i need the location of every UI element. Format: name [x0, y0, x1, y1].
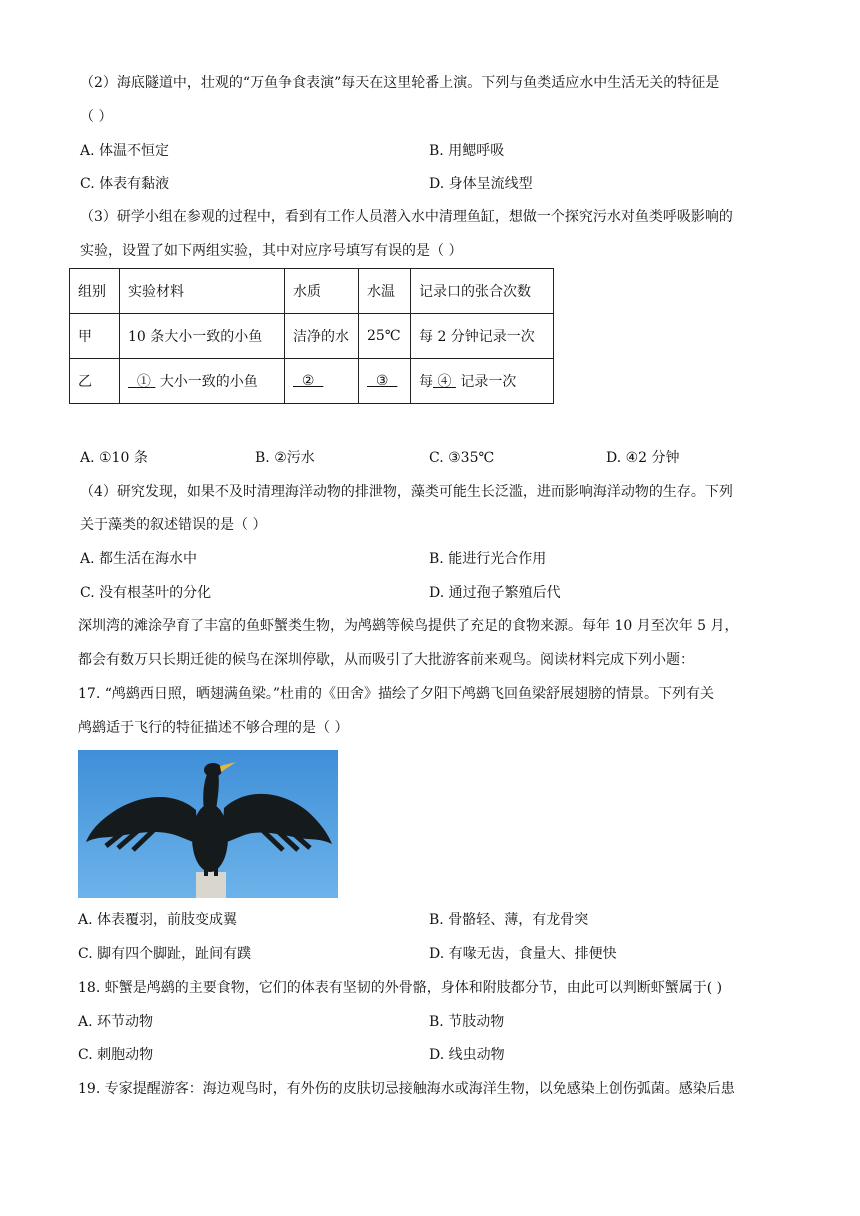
q4-option-c: C. 没有根茎叶的分化 — [80, 585, 212, 601]
cell-group: 乙 — [70, 359, 120, 404]
q2-stem-line1: （2）海底隧道中，壮观的“万鱼争食表演”每天在这里轮番上演。下列与鱼类适应水中生活无关的特征是 — [80, 75, 720, 91]
q3-option-d: D. ④2 分钟 — [606, 450, 680, 466]
table-header-row — [70, 269, 554, 314]
passage-line1: 深圳湾的滩涂孕育了丰富的鱼虾蟹类生物，为鸬鹚等候鸟提供了充足的食物来源。每年 10 月至次年 5 月， — [78, 618, 739, 634]
cell-water-temp: 25℃ — [359, 314, 411, 359]
cell-record: 每 2 分钟记录一次 — [411, 314, 554, 359]
cell-water-quality: 洁净的水 — [285, 314, 359, 359]
cell-water-temp — [359, 359, 411, 404]
q17-stem-line2: 鸬鹚适于飞行的特征描述不够合理的是（ ） — [78, 720, 349, 736]
q19-stem: 19. 专家提醒游客：海边观鸟时，有外伤的皮肤切忌接触海水或海洋生物，以免感染上创伤弧菌。感染后患 — [78, 1081, 735, 1097]
table-row — [70, 314, 554, 359]
q4-option-a: A. 都生活在海水中 — [80, 551, 198, 567]
blank-3 — [367, 373, 397, 389]
q3-option-c: C. ③35℃ — [429, 450, 495, 466]
record-prefix: 每 — [419, 374, 433, 390]
q4-option-d: D. 通过孢子繁殖后代 — [429, 585, 561, 601]
q2-option-a: A. 体温不恒定 — [80, 143, 170, 159]
q2-option-d: D. 身体呈流线型 — [429, 176, 533, 192]
q2-option-c: C. 体表有黏液 — [80, 176, 170, 192]
blank-3-marker: ③ — [375, 373, 389, 389]
header-water-temp: 水温 — [359, 269, 411, 314]
q18-option-d: D. 线虫动物 — [429, 1047, 505, 1063]
blank-2 — [293, 373, 323, 389]
cell-material: 10 条大小一致的小鱼 — [120, 314, 285, 359]
q3-option-b: B. ②污水 — [255, 450, 315, 466]
passage-line2: 都会有数万只长期迁徙的候鸟在深圳停歇，从而吸引了大批游客前来观鸟。阅读材料完成下列小题： — [78, 652, 694, 668]
record-suffix: 记录一次 — [460, 374, 517, 390]
blank-4-marker: ④ — [437, 374, 452, 390]
q4-stem-line1: （4）研究发现，如果不及时清理海洋动物的排泄物，藻类可能生长泛滥，进而影响海洋动物的生存。下列 — [80, 484, 733, 500]
cell-water-quality — [285, 359, 359, 404]
blank-1 — [128, 374, 155, 390]
q17-option-c: C. 脚有四个脚趾，趾间有蹼 — [78, 946, 252, 962]
q17-option-a: A. 体表覆羽，前肢变成翼 — [78, 912, 238, 928]
q18-option-b: B. 节肢动物 — [429, 1014, 505, 1030]
cell-record — [411, 359, 554, 404]
q18-option-a: A. 环节动物 — [78, 1014, 154, 1030]
blank-4 — [433, 374, 456, 390]
experiment-table — [69, 268, 554, 404]
q17-option-d: D. 有喙无齿，食量大、排便快 — [429, 946, 617, 962]
header-water-quality: 水质 — [285, 269, 359, 314]
q3-option-a: A. ①10 条 — [80, 450, 148, 466]
q18-option-c: C. 刺胞动物 — [78, 1047, 154, 1063]
q18-stem: 18. 虾蟹是鸬鹚的主要食物，它们的体表有坚韧的外骨骼，身体和附肢都分节，由此可以判断虾蟹属于( ) — [78, 980, 723, 996]
q4-stem-line2: 关于藻类的叙述错误的是（ ） — [80, 517, 267, 533]
q17-option-b: B. 骨骼轻、薄，有龙骨突 — [429, 912, 589, 928]
q4-option-b: B. 能进行光合作用 — [429, 551, 547, 567]
blank-1-marker: ① — [136, 374, 151, 390]
cormorant-illustration — [78, 750, 338, 898]
cell-material — [120, 359, 285, 404]
q3-stem-line1: （3）研学小组在参观的过程中，看到有工作人员潜入水中清理鱼缸，想做一个探究污水对鱼类呼吸影响的 — [80, 209, 733, 225]
q3-stem-line2: 实验，设置了如下两组实验，其中对应序号填写有误的是（ ） — [80, 243, 463, 259]
material-text: 大小一致的小鱼 — [159, 374, 258, 390]
header-record: 记录口的张合次数 — [411, 269, 554, 314]
header-material: 实验材料 — [120, 269, 285, 314]
blank-2-marker: ② — [301, 373, 315, 389]
q2-answer-blank: （ ） — [80, 109, 113, 125]
header-group: 组别 — [70, 269, 120, 314]
cell-group: 甲 — [70, 314, 120, 359]
q2-option-b: B. 用鳃呼吸 — [429, 143, 505, 159]
cormorant-photo — [78, 750, 338, 898]
q17-stem-line1: 17. “鸬鹚西日照，晒翅满鱼梁。”杜甫的《田舍》描绘了夕阳下鸬鹚飞回鱼梁舒展翅膀的情景。下列有关 — [78, 686, 715, 702]
table-row — [70, 359, 554, 404]
